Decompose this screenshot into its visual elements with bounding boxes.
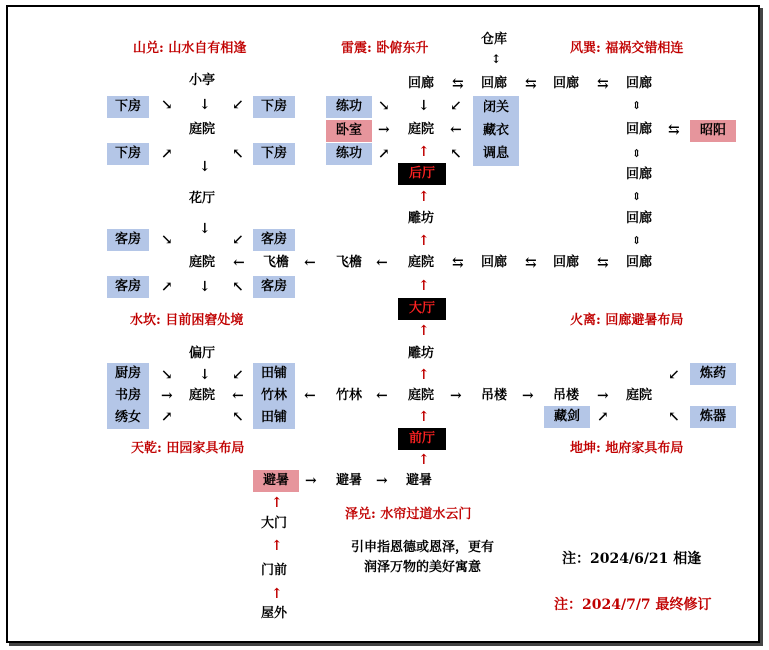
title-shuikan: 水坎: 目前困窘处境 xyxy=(130,313,244,328)
arrow-down: ↓ xyxy=(418,98,430,114)
node-tianpu-2: 田铺 xyxy=(260,410,287,425)
node-tianpu-1: 田铺 xyxy=(260,366,287,381)
node-biguan: 闭关 xyxy=(482,100,509,115)
node-lianqi: 炼器 xyxy=(690,406,736,428)
node-xiafang-1: 下房 xyxy=(107,96,149,118)
arrow-nw: ↖ xyxy=(668,409,680,425)
arrow-updown: ⇕ xyxy=(632,99,642,112)
node-cangku: 仓库 xyxy=(481,32,508,47)
arrow-up-red: ↑ xyxy=(418,367,430,383)
node-kefang-4: 客房 xyxy=(253,276,295,298)
arrow-lr: ⇆ xyxy=(597,76,609,92)
arrow-right: → xyxy=(597,388,609,404)
arrow-left: ← xyxy=(450,122,462,138)
node-xiafang-2: 下房 xyxy=(253,96,295,118)
node-tingyuan-1: 庭院 xyxy=(189,122,216,137)
node-pianting: 偏厅 xyxy=(189,346,216,361)
arrow-updown: ⇕ xyxy=(632,147,642,160)
node-huilang-6: 回廊 xyxy=(553,255,580,270)
arrow-down: ↓ xyxy=(199,367,211,383)
node-tingyuan-7: 庭院 xyxy=(626,388,653,403)
node-wuwai: 屋外 xyxy=(261,606,288,621)
node-tingyuan-5: 庭院 xyxy=(408,255,435,270)
arrow-up-red: ↑ xyxy=(418,278,430,294)
node-huilang-2: 回廊 xyxy=(481,76,508,91)
node-damen: 大门 xyxy=(261,516,288,531)
node-dating: 大厅 xyxy=(398,298,446,320)
arrow-updown: ⇕ xyxy=(632,190,642,203)
node-rooms-left xyxy=(107,363,149,429)
arrow-se: ↘ xyxy=(161,367,173,383)
node-tiaoxi: 调息 xyxy=(482,146,509,161)
title-zedui: 泽兑: 水帘过道水云门 xyxy=(345,507,472,522)
node-liangong-2: 练功 xyxy=(326,143,372,165)
node-zhulin-2: 竹林 xyxy=(336,388,363,403)
arrow-se: ↘ xyxy=(161,97,173,113)
node-huilang-10: 回廊 xyxy=(626,211,653,226)
arrow-up-red: ↑ xyxy=(271,538,283,554)
node-diaolou-2: 吊楼 xyxy=(553,388,580,403)
arrow-right: → xyxy=(376,473,388,489)
node-bishu-1: 避暑 xyxy=(253,470,299,492)
node-huating: 花厅 xyxy=(189,191,216,206)
node-tingyuan-2: 庭院 xyxy=(189,255,216,270)
node-huilang-8: 回廊 xyxy=(626,122,653,137)
title-shandui: 山兑: 山水自有相逢 xyxy=(133,41,247,56)
node-tingyuan-6: 庭院 xyxy=(408,388,435,403)
node-huilang-9: 回廊 xyxy=(626,167,653,182)
arrow-up-red: ↑ xyxy=(418,323,430,339)
node-diaofang-2: 雕坊 xyxy=(408,346,435,361)
node-menqian: 门前 xyxy=(261,563,288,578)
arrow-right: → xyxy=(161,388,173,404)
title-huoli: 火离: 回廊避暑布局 xyxy=(570,313,684,328)
arrow-right: → xyxy=(450,388,462,404)
node-zhaoyang: 昭阳 xyxy=(690,120,736,142)
node-shufang: 书房 xyxy=(114,388,141,403)
arrow-down: ↓ xyxy=(199,159,211,175)
arrow-up-red: ↑ xyxy=(271,586,283,602)
arrow-nw: ↖ xyxy=(232,279,244,295)
node-huilang-5: 回廊 xyxy=(481,255,508,270)
arrow-nw: ↖ xyxy=(232,409,244,425)
node-tingyuan-3: 庭院 xyxy=(189,388,216,403)
node-kefang-3: 客房 xyxy=(107,276,149,298)
node-huilang-4: 回廊 xyxy=(626,76,653,91)
arrow-up-red: ↑ xyxy=(418,452,430,468)
arrow-sw: ↙ xyxy=(232,232,244,248)
arrow-left: ← xyxy=(232,388,244,404)
arrow-up-red: ↑ xyxy=(418,189,430,205)
arrow-left: ← xyxy=(376,255,388,271)
arrow-left: ← xyxy=(376,388,388,404)
arrow-right: → xyxy=(522,388,534,404)
node-kefang-2: 客房 xyxy=(253,229,295,251)
arrow-updown: ⇕ xyxy=(632,234,642,247)
description-content: 引申指恩德或恩泽，更有 润泽万物的美好寓意 xyxy=(350,540,494,575)
node-chufang: 厨房 xyxy=(114,366,141,381)
arrow-sw: ↙ xyxy=(668,367,680,383)
arrow-updown: ↕ xyxy=(491,52,502,66)
arrow-nw: ↖ xyxy=(232,146,244,162)
arrow-up-red: ↑ xyxy=(418,233,430,249)
title-fengxun: 风巽: 福祸交错相连 xyxy=(570,41,684,56)
node-feilou-1: 飞檐 xyxy=(263,255,290,270)
node-lianyao: 炼药 xyxy=(690,363,736,385)
arrow-se: ↘ xyxy=(378,98,390,114)
arrow-lr: ⇆ xyxy=(452,255,464,271)
node-cangjian: 藏剑 xyxy=(544,406,590,428)
arrow-sw: ↙ xyxy=(232,97,244,113)
node-houting: 后厅 xyxy=(398,163,446,185)
node-tingyuan-4: 庭院 xyxy=(408,122,435,137)
node-rooms-right xyxy=(253,363,295,429)
note-1: 注：2024/6/21 相逢 xyxy=(562,551,702,567)
arrow-down: ↓ xyxy=(199,97,211,113)
node-diaofang-1: 雕坊 xyxy=(408,211,435,226)
arrow-lr: ⇆ xyxy=(525,255,537,271)
arrow-lr: ⇆ xyxy=(597,255,609,271)
arrow-lr: ⇆ xyxy=(525,76,537,92)
arrow-ne: ↗ xyxy=(378,146,390,162)
node-kefang-1: 客房 xyxy=(107,229,149,251)
node-cangyi: 藏衣 xyxy=(482,123,509,138)
title-leizhen: 雷震: 卧俯东升 xyxy=(341,41,429,56)
node-rooms-center xyxy=(473,96,519,166)
arrow-sw: ↙ xyxy=(450,98,462,114)
arrow-ne: ↗ xyxy=(597,409,609,425)
arrow-up-red: ↑ xyxy=(418,409,430,425)
arrow-lr: ⇆ xyxy=(452,76,464,92)
node-xiafang-3: 下房 xyxy=(107,143,149,165)
arrow-left: ← xyxy=(233,255,245,271)
node-zhulin-1: 竹林 xyxy=(260,388,287,403)
arrow-left: ← xyxy=(304,255,316,271)
note-2: 注：2024/7/7 最终修订 xyxy=(554,597,712,613)
arrow-up-red: ↑ xyxy=(418,144,430,160)
node-huilang-3: 回廊 xyxy=(553,76,580,91)
title-dikun: 地坤: 地府家具布局 xyxy=(570,441,684,456)
arrow-lr: ⇆ xyxy=(668,122,680,138)
arrow-nw: ↖ xyxy=(450,146,462,162)
node-xiaoting: 小亭 xyxy=(189,73,216,88)
description-text xyxy=(330,538,515,578)
arrow-up-red: ↑ xyxy=(271,495,283,511)
node-bishu-2: 避暑 xyxy=(336,473,363,488)
node-woshi: 卧室 xyxy=(326,120,372,142)
node-bishu-3: 避暑 xyxy=(406,473,433,488)
node-huilang-1: 回廊 xyxy=(408,76,435,91)
arrow-right: → xyxy=(305,473,317,489)
arrow-down: ↓ xyxy=(199,221,211,237)
arrow-right: → xyxy=(378,122,390,138)
node-diaolou-1: 吊楼 xyxy=(481,388,508,403)
arrow-se: ↘ xyxy=(161,232,173,248)
arrow-left: ← xyxy=(304,388,316,404)
node-huilang-7: 回廊 xyxy=(626,255,653,270)
title-tianqian: 天乾: 田园家具布局 xyxy=(131,441,245,456)
arrow-ne: ↗ xyxy=(161,409,173,425)
node-feilou-2: 飞檐 xyxy=(336,255,363,270)
arrow-ne: ↗ xyxy=(161,146,173,162)
node-qianting: 前厅 xyxy=(398,428,446,450)
node-xiunv: 绣女 xyxy=(114,410,141,425)
arrow-ne: ↗ xyxy=(161,279,173,295)
arrow-down: ↓ xyxy=(199,279,211,295)
node-liangong-1: 练功 xyxy=(326,96,372,118)
arrow-sw: ↙ xyxy=(232,367,244,383)
node-xiafang-4: 下房 xyxy=(253,143,295,165)
